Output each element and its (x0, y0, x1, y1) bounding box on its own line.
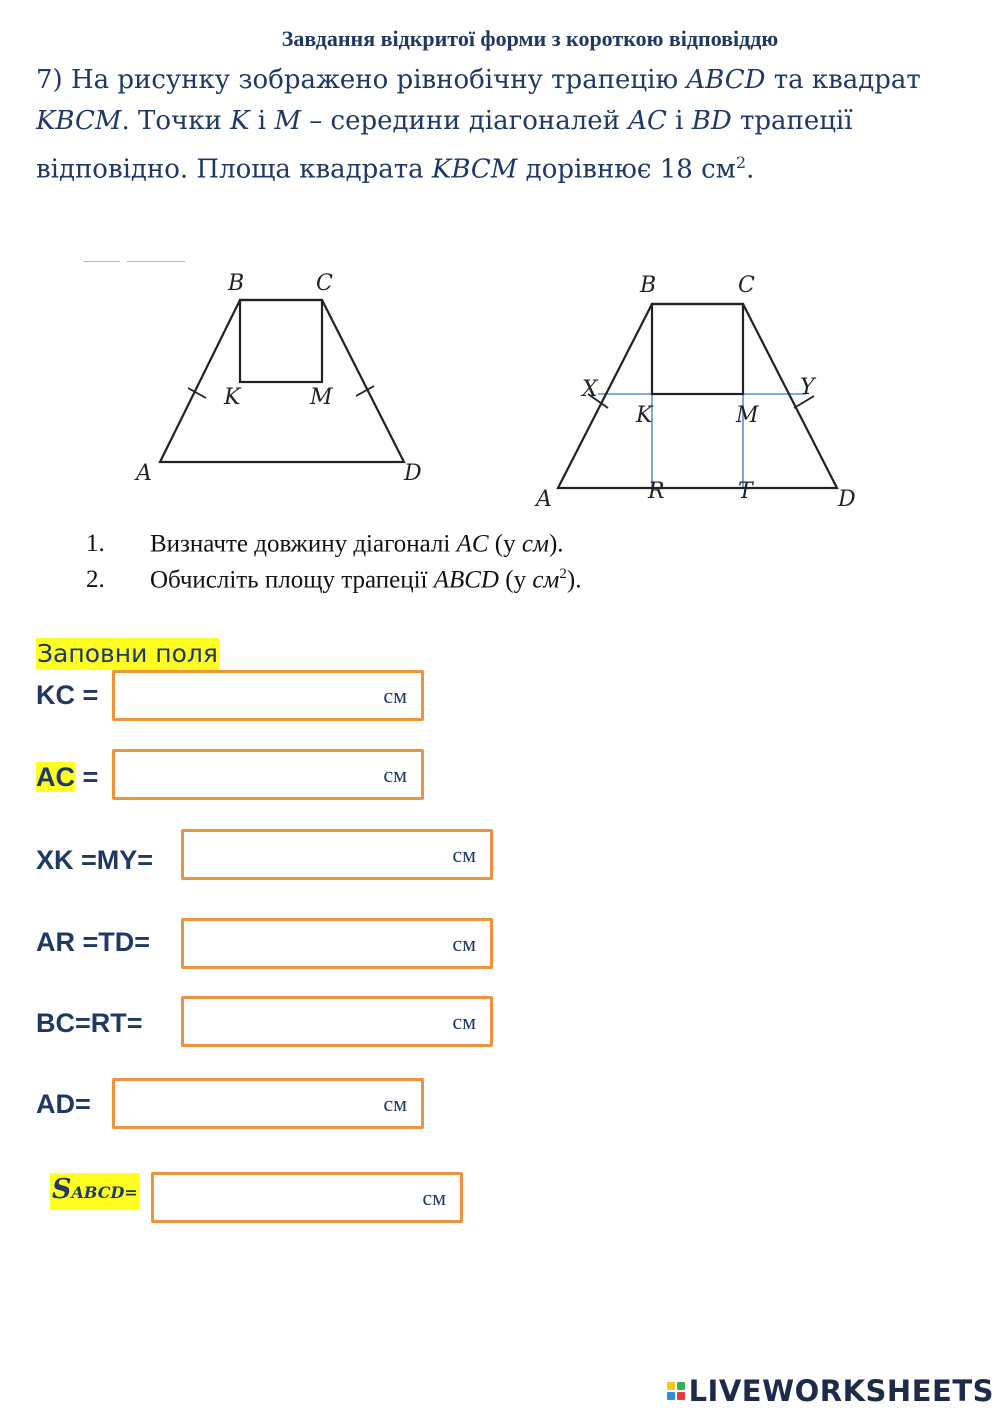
label-b: B (640, 273, 657, 298)
logo-icon (667, 1382, 685, 1400)
ar-td-answer-input[interactable] (181, 918, 493, 969)
label-m: M (310, 385, 333, 410)
label-c: C (738, 273, 755, 298)
label-y: Y (800, 375, 815, 400)
ac-answer-input[interactable] (112, 749, 424, 800)
unit-label: см (452, 1009, 476, 1034)
bc-rt-label: BC=RT= (36, 1008, 143, 1038)
unit-label: см (383, 683, 407, 708)
kc-answer-input[interactable] (112, 670, 424, 721)
worksheet-header-title: Завдання відкритої форми з короткою відповіддю (281, 26, 779, 51)
square-kbcm (652, 304, 743, 394)
unit-label: см (383, 762, 407, 787)
label-d: D (838, 487, 856, 512)
unit-label: см (422, 1185, 446, 1210)
decorative-underline (84, 261, 120, 262)
label-d: D (404, 461, 422, 486)
trapezoid-figure-1 (120, 262, 440, 492)
xk-my-answer-input[interactable] (181, 829, 493, 880)
tick-mark-right (356, 386, 374, 396)
ac-label: AC = (36, 762, 99, 792)
label-r: R (648, 479, 665, 504)
question-1: 1. Визначте довжину діагоналі AC (у см). (86, 530, 564, 558)
question-number: 2. (86, 566, 105, 594)
label-t: T (738, 479, 753, 504)
unit-label: см (452, 842, 476, 867)
kc-label: KC = (36, 680, 99, 710)
trapezoid-outline (558, 304, 837, 488)
xk-my-label: XK =MY= (36, 845, 154, 875)
question-number: 1. (86, 530, 105, 558)
fill-fields-prompt: Заповни поля (37, 639, 218, 668)
trapezoid-figure-2 (530, 262, 870, 517)
ad-answer-input[interactable] (112, 1078, 424, 1129)
label-x: X (582, 377, 598, 402)
bc-rt-answer-input[interactable] (181, 996, 493, 1047)
label-a: A (536, 487, 552, 512)
question-2: 2. Обчисліть площу трапеції ABCD (у $см^2$). (86, 566, 582, 594)
label-c: C (316, 271, 333, 296)
label-b: B (228, 271, 245, 296)
label-m: M (736, 403, 759, 428)
unit-label: см (383, 1091, 407, 1116)
area-abcd-answer-input[interactable] (151, 1172, 463, 1223)
problem-statement: 7) На рисунку зображено рівнобічну трапецію ABCD та квадрат KBCM. Точки K і M – середини діагоналей AC і BD трапеції відповідно. Площа квадрата KBCM дорівнює 18 $см^2$. (36, 65, 921, 185)
ar-td-label: AR =TD= (36, 927, 151, 957)
square-kbcm (240, 300, 322, 382)
area-abcd-label: SABCD= (50, 1173, 140, 1210)
label-k: K (636, 403, 653, 428)
label-k: K (224, 385, 241, 410)
liveworksheets-logo: LIVEWORKSHEETS (667, 1374, 994, 1408)
ad-label: AD= (36, 1089, 91, 1119)
label-a: A (136, 461, 152, 486)
unit-label: см (452, 931, 476, 956)
